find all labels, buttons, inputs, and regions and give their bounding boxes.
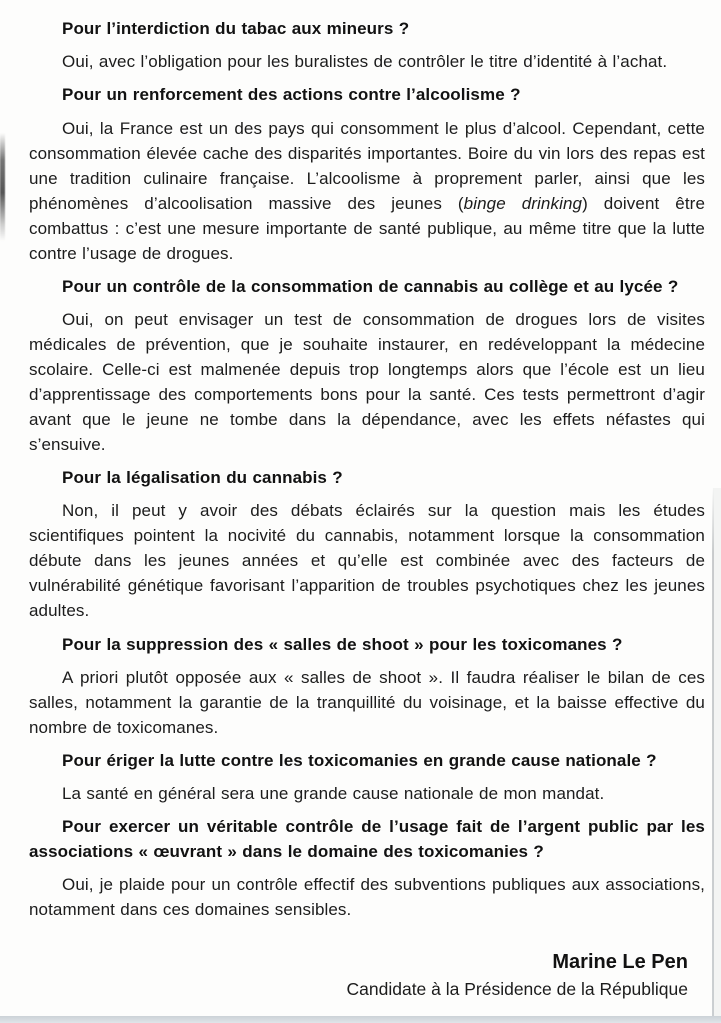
italic-binge-drinking: binge drinking [463, 193, 583, 213]
scan-shade-right-edge [713, 488, 721, 1023]
question-shoot-rooms: Pour la suppression des « salles de shoot » pour les toxicomanes ? [62, 634, 623, 654]
question-national-cause: Pour ériger la lutte contre les toxicomanies en grande cause nationale ? [62, 750, 657, 770]
signature-role: Candidate à la Présidence de la République [346, 979, 688, 1000]
answer-cannabis-legalization: Non, il peut y avoir des débats éclairés sur la question mais les études scientifiques pointent la nocivité du cannabis, notamment lorsque la consommation débute dans les jeunes années et qu’elle est combinée avec des facteurs de vulnérabilité génétique favorisant l’apparition de troubles psychotiques chez les jeunes adultes. [29, 501, 705, 621]
question-alcoholism: Pour un renforcement des actions contre l’alcoolisme ? [62, 85, 521, 105]
answer-public-money: Oui, je plaide pour un contrôle effectif des subventions publiques aux associations, notamment dans ces domaines sensibles. [29, 875, 705, 920]
answer-tobacco-minors: Oui, avec l’obligation pour les buralistes de contrôler le titre d’identité à l’achat. [62, 52, 668, 72]
question-public-money: Pour exercer un véritable contrôle de l’usage fait de l’argent public par les associations « œuvrant » dans le domaine des toxicomanies ? [29, 817, 705, 862]
scan-page-edge-bottom [0, 1016, 721, 1023]
scan-page-edge-line-right [712, 488, 714, 1023]
answer-cannabis-school: Oui, on peut envisager un test de consommation de drogues lors de visites médicales de prévention, que je souhaite instaurer, en redéveloppant la médecine scolaire. Celle-ci est malmenée depuis trop longtemps alors que l’école est un lieu d’apprentissage des comportements bons pour la santé. Ces tests permettront d’agir avant que le jeune ne tombe dans la dépendance, avec les effets néfastes qui s’ensuive. [29, 309, 705, 454]
question-tobacco-minors: Pour l’interdiction du tabac aux mineurs ? [62, 19, 410, 38]
signature-name: Marine Le Pen [552, 951, 688, 974]
answer-alcoholism-text-1: Oui, la France est un des pays qui consomment le plus d’alcool. Cependant, cette consommation élevée cache des disparités importantes. Boire du vin lors des repas est une tradition culinaire française. L’alcoolisme à proprement parler, ainsi que les phénomènes d’alcoolisation massive des jeunes ( [29, 118, 705, 213]
question-cannabis-legalization: Pour la légalisation du cannabis ? [62, 468, 343, 488]
question-cannabis-school: Pour un contrôle de la consommation de cannabis au collège et au lycée ? [62, 276, 679, 296]
answer-shoot-rooms: A priori plutôt opposée aux « salles de shoot ». Il faudra réaliser le bilan de ces salles, notamment la garantie de la tranquillité du voisinage, et la baisse effective du nombre de toxicomanes. [29, 667, 705, 737]
answer-alcoholism [29, 116, 705, 266]
answer-alcoholism-text-2: ) doivent être combattus : c’est une mesure importante de santé publique, au même titre que la lutte contre l’usage de drogues. [29, 193, 705, 263]
answer-national-cause: La santé en général sera une grande cause nationale de mon mandat. [62, 784, 605, 804]
signature-block [29, 948, 705, 1002]
scan-smudge-left-edge [0, 133, 5, 241]
